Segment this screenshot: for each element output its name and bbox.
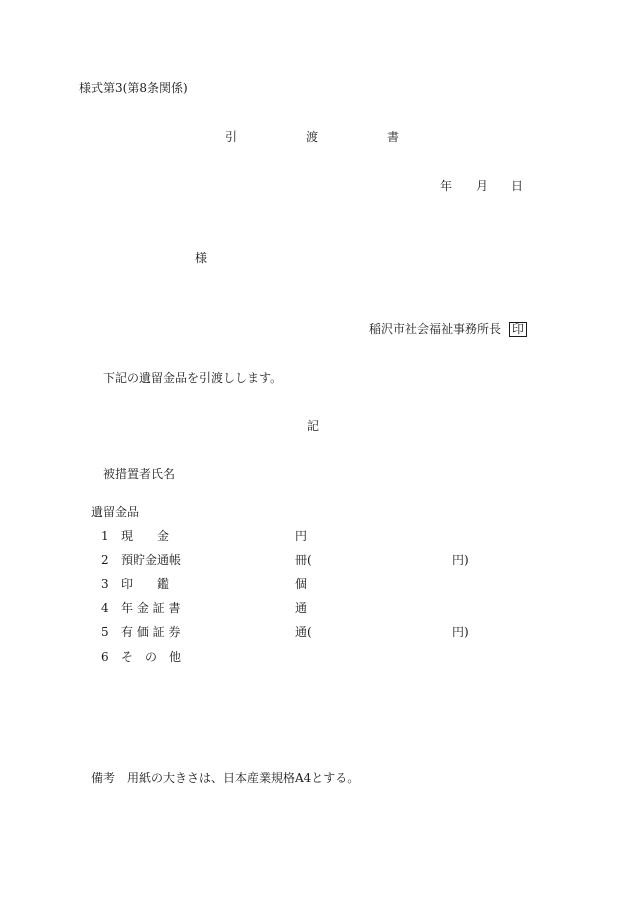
- form-number: 様式第3(第8条関係): [79, 81, 188, 95]
- seal-mark: 印: [509, 322, 527, 337]
- item-name: 年 金 証 書: [121, 601, 181, 615]
- item-unit: 通(: [295, 625, 312, 639]
- person-label: 被措置者氏名: [103, 467, 176, 481]
- issuer-line: [369, 322, 527, 337]
- item-number: 4: [101, 601, 109, 615]
- date-day: 日: [511, 179, 524, 193]
- list-item: [0, 553, 630, 567]
- statement: 下記の遺留金品を引渡しします。: [103, 371, 283, 385]
- ki-heading: 記: [307, 419, 320, 433]
- item-name: 預貯金通帳: [121, 553, 182, 567]
- remarks-note: 備考 用紙の大きさは、日本産業規格A4とする。: [91, 771, 360, 785]
- list-item: [0, 625, 630, 639]
- item-unit: 円: [295, 529, 308, 543]
- addressee-suffix: 様: [195, 251, 208, 265]
- item-unit: 通: [295, 601, 308, 615]
- title-char-3: 書: [387, 130, 400, 144]
- date-month: 月: [476, 179, 489, 193]
- item-name: そ の 他: [121, 650, 182, 664]
- list-item: [0, 577, 630, 591]
- item-number: 6: [101, 650, 109, 664]
- item-number: 5: [101, 625, 109, 639]
- title-char-1: 引: [225, 130, 238, 144]
- item-name: 有 価 証 券: [121, 625, 181, 639]
- item-name: 現 金: [121, 529, 170, 543]
- item-name: 印 鑑: [121, 577, 170, 591]
- item-number: 1: [101, 529, 109, 543]
- item-unit: 個: [295, 577, 308, 591]
- item-number: 3: [101, 577, 109, 591]
- date-year: 年: [440, 179, 453, 193]
- list-item: [0, 529, 630, 543]
- item-number: 2: [101, 553, 109, 567]
- item-close: 円): [452, 553, 469, 567]
- items-heading: 遺留金品: [91, 505, 140, 519]
- list-item: [0, 601, 630, 615]
- title-char-2: 渡: [306, 130, 319, 144]
- issuer-name: 稲沢市社会福祉事務所長: [369, 322, 502, 336]
- item-unit: 冊(: [295, 553, 312, 567]
- item-close: 円): [452, 625, 469, 639]
- list-item: [0, 650, 630, 664]
